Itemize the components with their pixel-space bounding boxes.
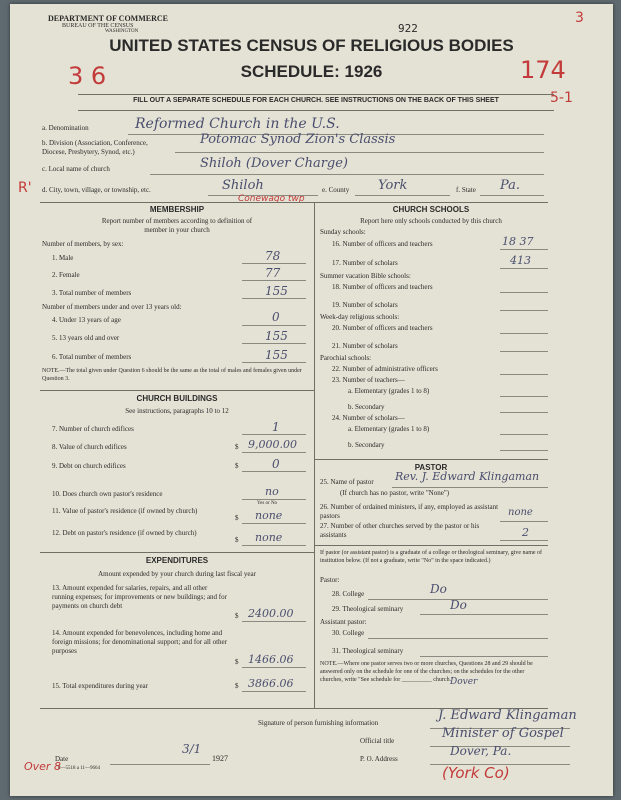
q12-dollar: $ bbox=[235, 536, 239, 544]
q13-value: 2400.00 bbox=[248, 607, 294, 620]
red-bottom-right: (York Co) bbox=[442, 764, 510, 782]
census-schedule-sheet bbox=[10, 4, 613, 796]
schools-heading: CHURCH SCHOOLS bbox=[392, 205, 470, 214]
official-title-label: Official title bbox=[360, 737, 395, 745]
q29-value: Do bbox=[450, 598, 467, 612]
q11-label: 11. Value of pastor's residence (if owned by church) bbox=[52, 507, 198, 515]
q10-label: 10. Does church own pastor's residence bbox=[52, 490, 163, 498]
q10-value: no bbox=[265, 485, 279, 498]
red-mark-174: 174 bbox=[520, 56, 566, 84]
q30-label: 30. College bbox=[332, 629, 365, 637]
membership-heading: MEMBERSHIP bbox=[149, 205, 205, 214]
under-over-label: Number of members under and over 13 years old: bbox=[42, 303, 182, 311]
q2-value: 77 bbox=[265, 266, 281, 280]
membership-note: NOTE.—The total given under Question 6 should be the same as the total of males and females given under Question 3. bbox=[42, 368, 302, 382]
q14-value: 1466.06 bbox=[248, 653, 294, 666]
q17-label: 17. Number of scholars bbox=[332, 259, 398, 267]
expenditures-heading: EXPENDITURES bbox=[145, 556, 209, 565]
q23a-label: a. Elementary (grades 1 to 8) bbox=[348, 387, 430, 395]
q9-value: 0 bbox=[272, 457, 280, 471]
bureau-name: BUREAU OF THE CENSUS bbox=[62, 23, 134, 29]
po-address-label: P. O. Address bbox=[360, 755, 398, 763]
signature-label: Signature of person furnishing information bbox=[258, 719, 379, 727]
city-label: d. City, town, village, or township, etc. bbox=[42, 186, 151, 194]
red-mark-36: 3 6 bbox=[68, 62, 107, 90]
q9-label: 9. Debt on church edifices bbox=[52, 462, 126, 470]
by-sex-label: Number of members, by sex: bbox=[42, 240, 124, 248]
q6-value: 155 bbox=[265, 348, 288, 362]
state-value: Pa. bbox=[500, 178, 521, 193]
q18-label: 18. Number of officers and teachers bbox=[332, 283, 433, 291]
pastor-note: NOTE.—Where one pastor serves two or more churches, Questions 28 and 29 should be answered only on the schedule for one of the churches; on the schedules for the other churches, write "See schedule for __________ church." bbox=[320, 661, 533, 683]
q26-label: 26. Number of ordained ministers, if any, employed as assistant pastors bbox=[320, 503, 499, 520]
q8-value: 9,000.00 bbox=[248, 438, 297, 451]
q25-note: (If church has no pastor, write "None") bbox=[340, 489, 450, 497]
signature-value: J. Edward Klingaman bbox=[438, 708, 577, 723]
q28-value: Do bbox=[430, 582, 447, 596]
q31-label: 31. Theological seminary bbox=[332, 647, 404, 655]
q28-label: 28. College bbox=[332, 590, 365, 598]
q13-dollar: $ bbox=[235, 612, 239, 620]
weekday-label: Week-day religious schools: bbox=[320, 313, 400, 321]
q16-label: 16. Number of officers and teachers bbox=[332, 240, 433, 248]
date-value: 3/1 bbox=[182, 742, 202, 756]
q15-dollar: $ bbox=[235, 682, 239, 690]
q27-label: 27. Number of other churches served by the pastor or his assistants bbox=[320, 522, 480, 539]
form-subtitle: SCHEDULE: 1926 bbox=[240, 62, 383, 81]
q7-value: 1 bbox=[272, 420, 280, 434]
red-mark-51: 5-1 bbox=[550, 90, 573, 106]
q9-dollar: $ bbox=[235, 462, 239, 470]
q5-value: 155 bbox=[265, 329, 288, 343]
red-mark-R: R' bbox=[18, 180, 32, 196]
form-number: 8—5518 a 11—9664 bbox=[58, 766, 101, 771]
q12-value: none bbox=[255, 531, 283, 544]
red-twp-note: Conewago twp bbox=[238, 194, 305, 204]
q11-value: none bbox=[255, 509, 283, 522]
official-title-value: Minister of Gospel bbox=[442, 726, 564, 741]
pastor-note-value: Dover bbox=[450, 677, 478, 687]
county-label: e. County bbox=[322, 186, 350, 194]
grad-note: If pastor (or assistant pastor) is a graduate of a college or theological seminary, give name of institution below. (If not a graduate, write "No" in the space indicated.) bbox=[320, 550, 543, 564]
buildings-heading: CHURCH BUILDINGS bbox=[136, 394, 218, 403]
asst-sub-label: Assistant pastor: bbox=[320, 618, 367, 626]
denomination-value: Reformed Church in the U.S. bbox=[135, 116, 340, 132]
q4-label: 4. Under 13 years of age bbox=[52, 316, 121, 324]
q2-label: 2. Female bbox=[52, 271, 80, 279]
q7-label: 7. Number of church edifices bbox=[52, 425, 134, 433]
q8-label: 8. Value of church edifices bbox=[52, 443, 127, 451]
q24a-label: a. Elementary (grades 1 to 8) bbox=[348, 425, 430, 433]
pastor-heading: PASTOR bbox=[414, 463, 448, 472]
q15-value: 3866.06 bbox=[248, 677, 294, 690]
parochial-label: Parochial schools: bbox=[320, 354, 372, 362]
q23-label: 23. Number of teachers— bbox=[332, 376, 405, 384]
instruction-line: FILL OUT A SEPARATE SCHEDULE FOR EACH CHURCH. SEE INSTRUCTIONS ON THE BACK OF THIS SHEET bbox=[133, 97, 499, 104]
serial-number: 922 bbox=[398, 22, 418, 35]
q24-label: 24. Number of scholars— bbox=[332, 414, 405, 422]
expenditures-sub: Amount expended by your church during last fiscal year bbox=[98, 570, 256, 578]
summer-label: Summer vacation Bible schools: bbox=[320, 272, 411, 280]
dept-name: DEPARTMENT OF COMMERCE bbox=[48, 14, 169, 23]
q16-value: 18 37 bbox=[502, 235, 534, 248]
schools-sub: Report here only schools conducted by this church bbox=[360, 217, 502, 225]
sunday-label: Sunday schools: bbox=[320, 228, 366, 236]
q20-label: 20. Number of officers and teachers bbox=[332, 324, 433, 332]
q14-label: 14. Amount expended for benevolences, including home and foreign missions; for denominational support; and for all other purposes bbox=[52, 629, 227, 655]
q13-label: 13. Amount expended for salaries, repairs, and all other running expenses; for improvements or new buildings; and for payments on church debt bbox=[52, 584, 227, 610]
q4-value: 0 bbox=[272, 310, 280, 324]
q29-label: 29. Theological seminary bbox=[332, 605, 404, 613]
q23b-label: b. Secondary bbox=[348, 403, 385, 411]
local-name-label: c. Local name of church bbox=[42, 165, 110, 173]
q6-label: 6. Total number of members bbox=[52, 353, 132, 361]
county-value: York bbox=[378, 178, 408, 193]
q14-dollar: $ bbox=[235, 658, 239, 666]
q1-value: 78 bbox=[265, 249, 281, 263]
q3-value: 155 bbox=[265, 284, 288, 298]
q12-label: 12. Debt on pastor's residence (if owned by church) bbox=[52, 529, 197, 537]
q25-label: 25. Name of pastor bbox=[320, 478, 374, 486]
q1-label: 1. Male bbox=[52, 254, 74, 262]
date-label: Date bbox=[55, 755, 69, 763]
q5-label: 5. 13 years old and over bbox=[52, 334, 120, 342]
po-address-value: Dover, Pa. bbox=[450, 744, 512, 758]
local-name-value: Shiloh (Dover Charge) bbox=[200, 156, 349, 171]
q8-dollar: $ bbox=[235, 443, 239, 451]
q22-label: 22. Number of administrative officers bbox=[332, 365, 438, 373]
city-value: Shiloh bbox=[222, 178, 264, 193]
q17-value: 413 bbox=[510, 254, 531, 267]
q26-value: none bbox=[508, 507, 533, 518]
buildings-sub: See instructions, paragraphs 10 to 12 bbox=[125, 407, 229, 415]
q15-label: 15. Total expenditures during year bbox=[52, 682, 148, 690]
q19-label: 19. Number of scholars bbox=[332, 301, 398, 309]
city-name: WASHINGTON bbox=[105, 29, 139, 34]
form-title: UNITED STATES CENSUS OF RELIGIOUS BODIES bbox=[109, 36, 514, 55]
q11-dollar: $ bbox=[235, 514, 239, 522]
state-label: f. State bbox=[456, 186, 476, 194]
pastor-sub-label: Pastor: bbox=[320, 576, 340, 584]
corner-mark: 3 bbox=[575, 10, 584, 26]
division-label: b. Division (Association, Conference, Diocese, Presbytery, Synod, etc.) bbox=[42, 139, 148, 156]
q24b-label: b. Secondary bbox=[348, 441, 385, 449]
q27-value: 2 bbox=[522, 526, 529, 539]
division-value: Potomac Synod Zion's Classis bbox=[200, 132, 396, 147]
yes-no-caption: Yes or No bbox=[257, 501, 278, 506]
membership-sub2: member in your church bbox=[144, 226, 210, 234]
q3-label: 3. Total number of members bbox=[52, 289, 132, 297]
denomination-label: a. Denomination bbox=[42, 124, 89, 132]
q25-value: Rev. J. Edward Klingaman bbox=[395, 470, 540, 483]
date-year: 1927 bbox=[212, 754, 228, 763]
q21-label: 21. Number of scholars bbox=[332, 342, 398, 350]
membership-sub1: Report number of members according to definition of bbox=[101, 217, 253, 225]
red-bottom-left: Over 8 bbox=[24, 760, 61, 773]
